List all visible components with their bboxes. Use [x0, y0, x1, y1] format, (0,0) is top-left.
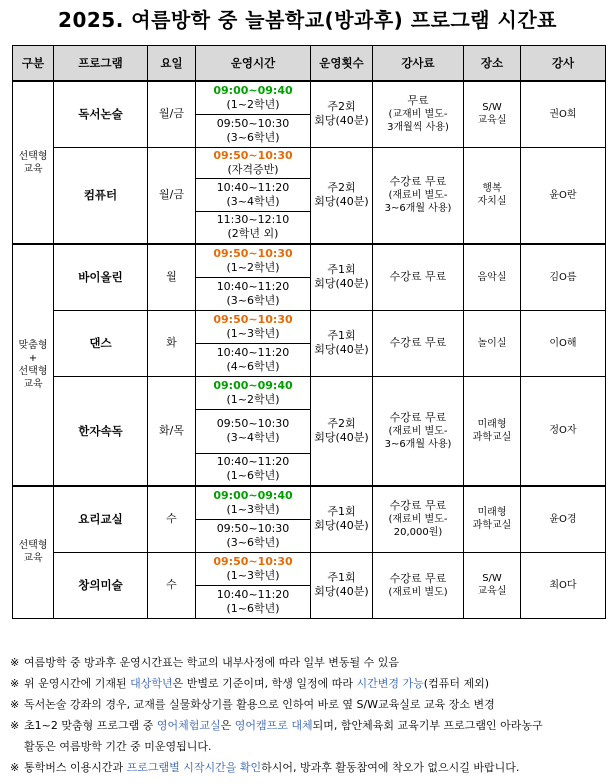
program-fee	[373, 486, 464, 552]
time-grade: (1~2학년)	[226, 260, 280, 274]
header-category: 구분	[13, 46, 54, 82]
header-time: 운영시간	[196, 46, 311, 82]
fee-note: (재료비 별도- 20,000원)	[388, 514, 448, 539]
time-range: 09:50~10:30	[213, 554, 293, 568]
time-grade: (3~4학년)	[226, 194, 280, 208]
time-slot	[196, 552, 311, 585]
time-slot	[196, 147, 311, 178]
time-slot	[196, 376, 311, 409]
program-name: 바이올린	[54, 244, 148, 310]
program-teacher: 정O자	[521, 376, 606, 486]
program-teacher: 권O희	[521, 81, 606, 147]
program-day: 월	[148, 244, 196, 310]
program-name: 한자속독	[54, 376, 148, 486]
fee-main: 수강료 무료	[389, 499, 447, 513]
time-grade: (1~3학년)	[226, 568, 280, 582]
program-name: 댄스	[54, 310, 148, 376]
program-name: 컴퓨터	[54, 147, 148, 244]
program-day: 화/목	[148, 376, 196, 486]
table-row	[13, 486, 606, 519]
highlight-english-class: 영어체험교실	[156, 719, 221, 732]
program-day: 수	[148, 552, 196, 618]
table-row	[13, 147, 606, 178]
program-place: 놀이실	[464, 310, 521, 376]
highlight-target-grade: 대상학년	[130, 677, 173, 690]
time-slot	[196, 453, 311, 486]
program-place: 미래형 과학교실	[464, 376, 521, 486]
program-place: S/W 교육실	[464, 552, 521, 618]
program-count: 주1회 회당(40분)	[311, 552, 373, 618]
time-slot	[196, 585, 311, 618]
note-4: ※ 초1~2 맞춤형 프로그램 중 영어체험교실은 영어캠프로 대체되며, 함안체육회 교육기부 프로그램인 아라농구	[10, 719, 543, 732]
header-day: 요일	[148, 46, 196, 82]
page-title: 2025. 여름방학 중 늘봄학교(방과후) 프로그램 시간표	[58, 8, 557, 32]
program-day: 월/금	[148, 147, 196, 244]
program-fee	[373, 310, 464, 376]
time-range: 09:00~09:40	[213, 83, 293, 97]
time-range: 09:50~10:30	[216, 417, 290, 430]
program-teacher: 윤O란	[521, 147, 606, 244]
time-slot	[196, 409, 311, 453]
time-grade: (1~2학년)	[226, 392, 280, 406]
program-count: 주2회 회당(40분)	[311, 376, 373, 486]
category-cell: 선택형 교육	[13, 81, 54, 244]
program-teacher: 이O해	[521, 310, 606, 376]
time-slot	[196, 244, 311, 277]
time-range: 09:00~09:40	[213, 488, 293, 502]
time-range: 09:50~10:30	[213, 148, 293, 162]
table-row	[13, 376, 606, 409]
program-name: 창의미술	[54, 552, 148, 618]
program-teacher: 윤O경	[521, 486, 606, 552]
time-grade: (1~6학년)	[226, 469, 280, 483]
time-grade: (자격증반)	[227, 162, 279, 176]
table-row	[13, 310, 606, 343]
time-grade: (3~6학년)	[226, 535, 280, 549]
program-count: 주2회 회당(40분)	[311, 81, 373, 147]
program-place: 음악실	[464, 244, 521, 310]
fee-note: (재료비 별도)	[388, 586, 448, 598]
fee-main: 수강료 무료	[389, 175, 447, 189]
table-row	[13, 552, 606, 585]
time-slot	[196, 519, 311, 552]
time-range: 10:40~11:20	[216, 587, 290, 601]
notes	[10, 652, 610, 778]
fee-main: 수강료 무료	[389, 410, 447, 424]
program-fee	[373, 376, 464, 486]
note-3: ※ 독서논술 강좌의 경우, 교재를 실물화상기를 활용으로 인하여 바로 옆 S/W교육실로 교육 장소 변경	[10, 698, 495, 711]
time-grade: (2학년 외)	[227, 227, 279, 241]
time-range: 10:40~11:20	[216, 279, 290, 293]
time-range: 10:40~11:20	[216, 455, 290, 469]
time-range: 09:50~10:30	[213, 312, 293, 326]
time-slot	[196, 178, 311, 211]
time-grade: (1~6학년)	[226, 601, 280, 615]
highlight-start-time: 프로그램별 시작시간을 확인	[126, 761, 262, 774]
note-1: ※ 여름방학 중 방과후 운영시간표는 학교의 내부사정에 따라 일부 변동될 수 있음	[10, 656, 399, 669]
fee-main: 무료	[407, 94, 429, 108]
program-fee	[373, 552, 464, 618]
time-range: 10:40~11:20	[216, 180, 290, 194]
time-range: 09:00~09:40	[213, 378, 293, 392]
time-grade: (1~3학년)	[226, 326, 280, 340]
time-slot	[196, 277, 311, 310]
program-place: 미래형 과학교실	[464, 486, 521, 552]
header-count: 운영횟수	[311, 46, 373, 82]
header-fee: 강사료	[373, 46, 464, 82]
time-grade: (4~6학년)	[226, 359, 280, 373]
time-slot	[196, 310, 311, 343]
header-teacher: 강사	[521, 46, 606, 82]
program-day: 수	[148, 486, 196, 552]
note-4-continued: 활동은 여름방학 기간 중 미운영됩니다.	[24, 740, 212, 753]
time-grade: (3~6학년)	[226, 293, 280, 307]
category-cell: 맞춤형 + 선택형 교육	[13, 244, 54, 486]
time-slot	[196, 343, 311, 376]
time-grade: (3~6학년)	[226, 130, 280, 144]
program-place: 행복 자치실	[464, 147, 521, 244]
program-count: 주1회 회당(40분)	[311, 486, 373, 552]
program-fee	[373, 244, 464, 310]
fee-note: (재료비 별도- 3~6개월 사용)	[384, 425, 452, 450]
fee-main: 수강료 무료	[389, 336, 447, 349]
program-fee	[373, 147, 464, 244]
program-fee	[373, 81, 464, 147]
note-2: ※ 위 운영시간에 기재된 대상학년은 반별로 기준이며, 학생 일정에 따라 시간변경 가능(컴퓨터 제외)	[10, 677, 489, 690]
program-teacher: 김O름	[521, 244, 606, 310]
program-place: S/W 교육실	[464, 81, 521, 147]
time-slot	[196, 211, 311, 244]
program-name: 독서논술	[54, 81, 148, 147]
table-row	[13, 244, 606, 277]
program-name: 요리교실	[54, 486, 148, 552]
program-day: 월/금	[148, 81, 196, 147]
highlight-english-camp: 영어캠프로 대체	[234, 719, 313, 732]
time-range: 09:50~10:30	[213, 246, 293, 260]
highlight-time-change: 시간변경 가능	[356, 677, 424, 690]
time-range: 10:40~11:20	[216, 345, 290, 359]
program-teacher: 최O다	[521, 552, 606, 618]
program-count: 주2회 회당(40분)	[311, 147, 373, 244]
time-grade: (1~3학년)	[226, 502, 280, 516]
time-slot	[196, 81, 311, 114]
time-grade: (3~4학년)	[226, 431, 280, 444]
header-place: 장소	[464, 46, 521, 82]
note-5: ※ 통학버스 이용시간과 프로그램별 시작시간을 확인하시어, 방과후 활동참여에 착오가 없으시길 바랍니다.	[10, 761, 520, 774]
time-range: 09:50~10:30	[216, 521, 290, 535]
category-cell: 선택형 교육	[13, 486, 54, 618]
table-row	[13, 81, 606, 114]
program-count: 주1회 회당(40분)	[311, 244, 373, 310]
time-slot	[196, 486, 311, 519]
header-program: 프로그램	[54, 46, 148, 82]
fee-main: 수강료 무료	[389, 571, 447, 585]
program-count: 주1회 회당(40분)	[311, 310, 373, 376]
program-day: 화	[148, 310, 196, 376]
fee-main: 수강료 무료	[389, 270, 447, 284]
time-range: 11:30~12:10	[216, 213, 290, 227]
time-grade: (1~2학년)	[226, 97, 280, 111]
time-slot	[196, 114, 311, 147]
time-range: 09:50~10:30	[216, 116, 290, 130]
header-row	[13, 46, 606, 82]
fee-note: (재료비 별도- 3~6개월 사용)	[384, 190, 452, 215]
schedule-table	[12, 45, 606, 619]
fee-note: (교재비 별도- 3개월씩 사용)	[387, 109, 449, 134]
